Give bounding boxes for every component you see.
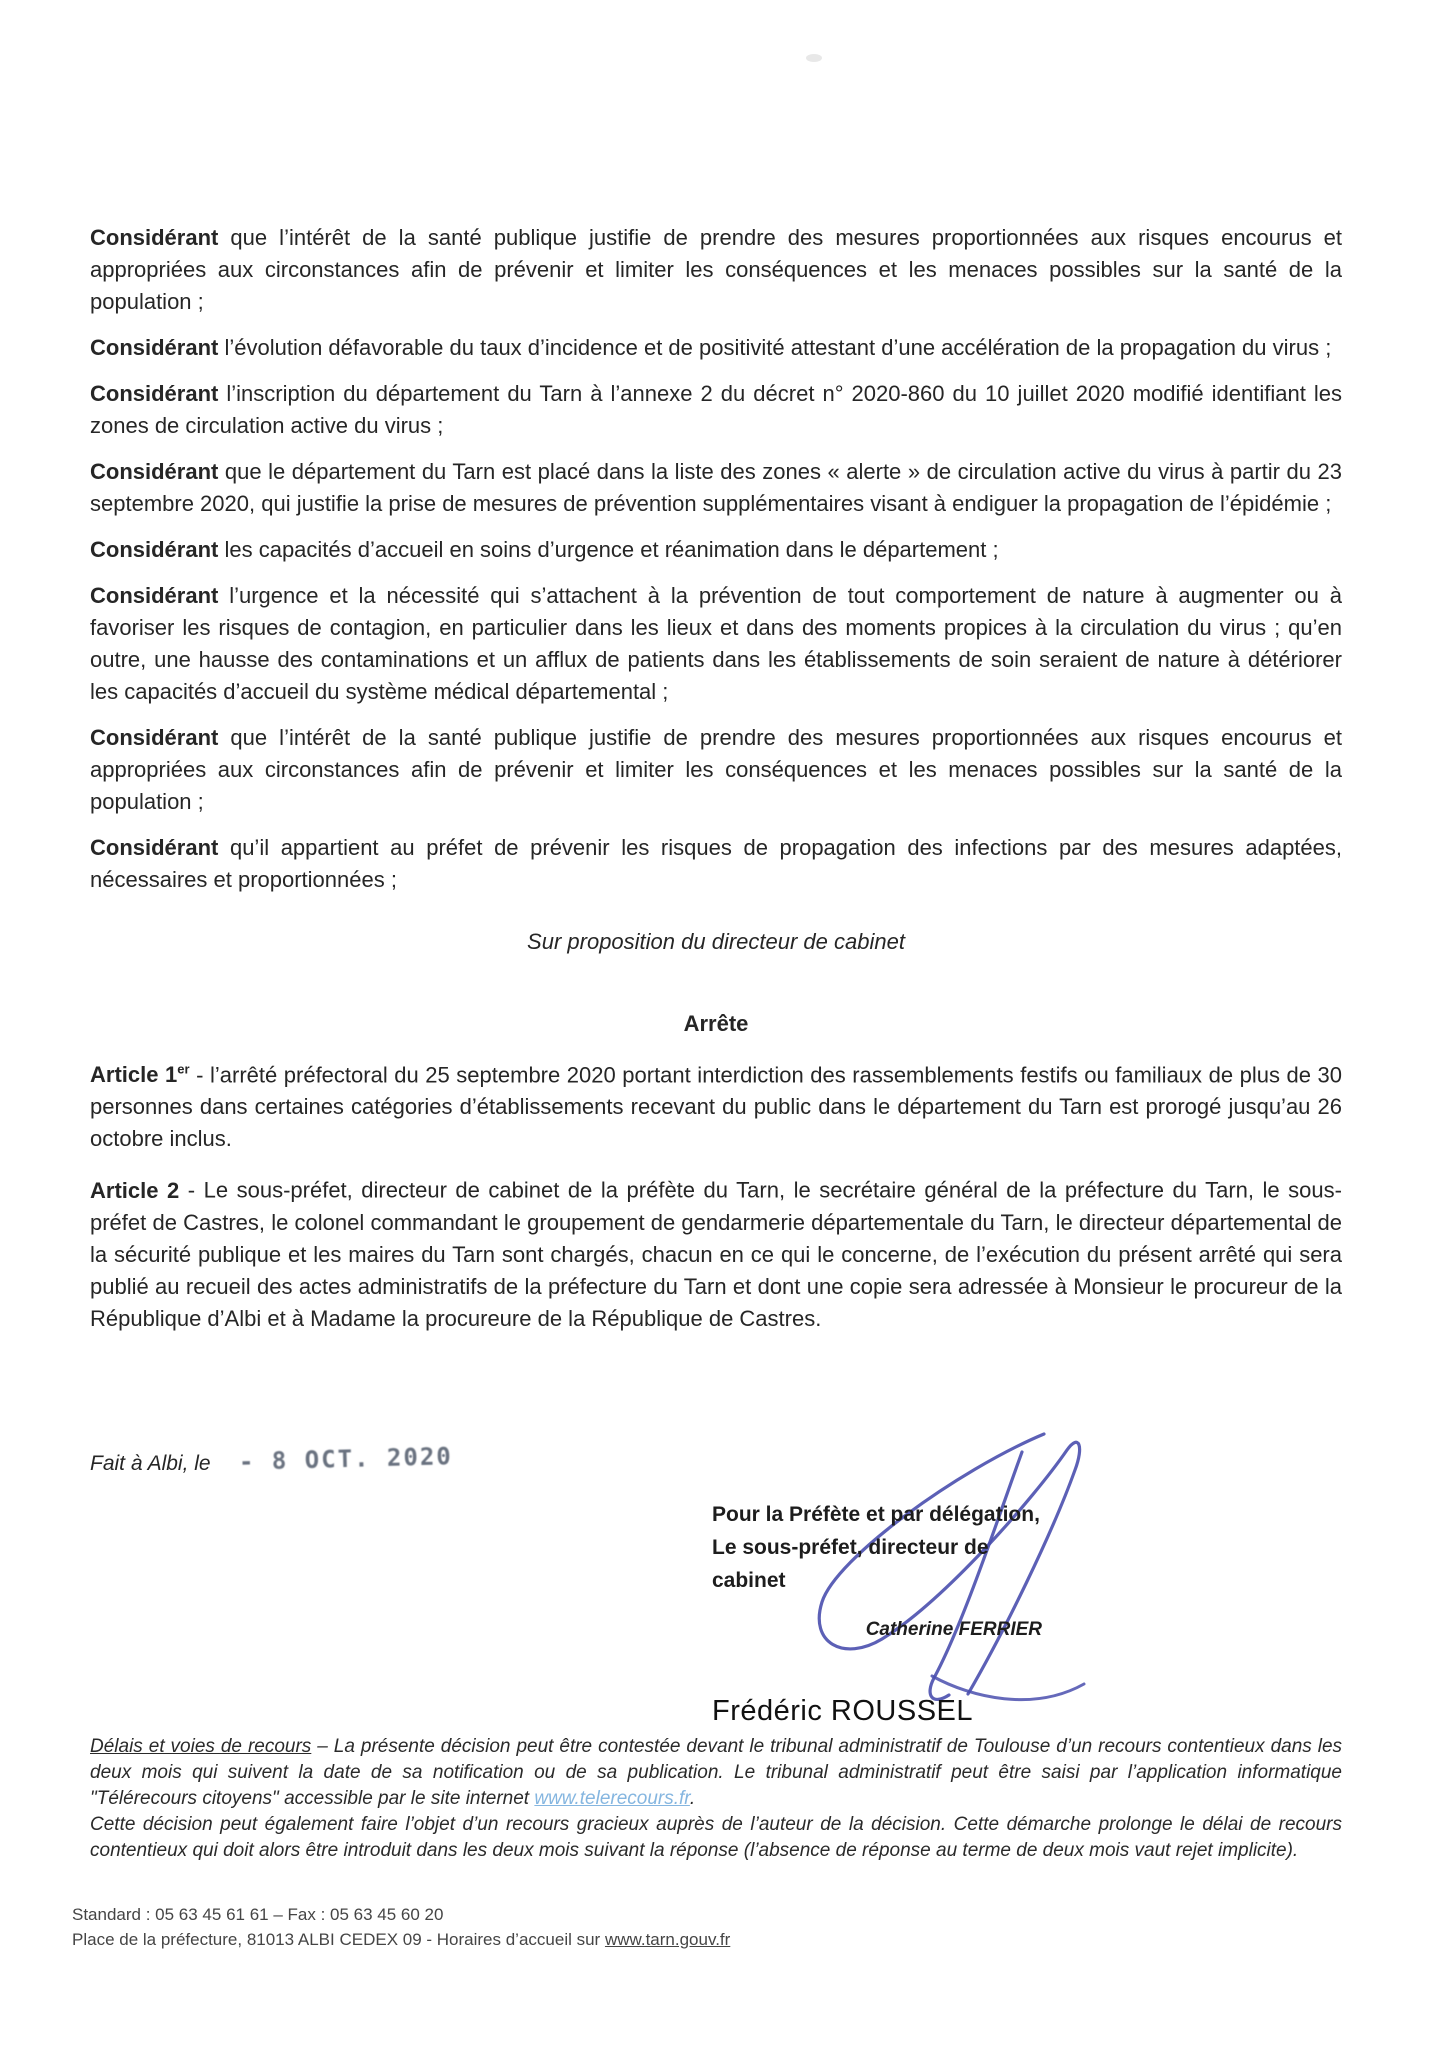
proposition-line: Sur proposition du directeur de cabinet (527, 929, 905, 954)
article-lead (90, 1178, 179, 1203)
considerant-text: que le département du Tarn est placé dans la liste des zones « alerte » de circulation active du virus à partir du 23 septembre 2020, qui justifie la prise de mesures de prévention supplémentaires visant à endiguer la propagation de l’épidémie ; (90, 459, 1342, 516)
footer-address-line (72, 1927, 730, 1952)
considerant-text: l’urgence et la nécessité qui s’attachent à la prévention de tout comportement de nature à augmenter ou à favoriser les risques de contagion, en particulier dans les lieux et dans des moments propices à la circulation du virus ; qu’en outre, une hausse des contaminations et un afflux de patients dans les établissements de soin seraient de nature à détériorer les capacités d’accueil du système médical départemental ; (90, 583, 1342, 704)
dateline (90, 1442, 453, 1476)
considerant-lead: Considérant (90, 537, 219, 562)
considerant-paragraph (90, 534, 1342, 566)
considerant-lead: Considérant (90, 335, 219, 360)
considerant-text: que l’intérêt de la santé publique justifie de prendre des mesures proportionnées aux risques encourus et appropriées aux circonstances afin de prévenir et limiter les conséquences et les menaces possibles sur la santé de la population ; (90, 225, 1342, 314)
considerant-text: que l’intérêt de la santé publique justifie de prendre des mesures proportionnées aux risques encourus et appropriées aux circonstances afin de prévenir et limiter les conséquences et les menaces possibles sur la santé de la population ; (90, 725, 1342, 814)
considerant-paragraph (90, 722, 1342, 818)
considerant-paragraph (90, 456, 1342, 520)
footer-phone-line: Standard : 05 63 45 61 61 – Fax : 05 63 45 60 20 (72, 1905, 444, 1924)
considerant-paragraph (90, 580, 1342, 708)
dateline-label: Fait à Albi, le (90, 1452, 211, 1475)
arrete-heading: Arrête (683, 1011, 749, 1036)
telerecours-link[interactable]: www.telerecours.fr (534, 1788, 690, 1809)
tarn-gouv-link[interactable]: www.tarn.gouv.fr (604, 1930, 731, 1949)
considerant-paragraph (90, 332, 1342, 364)
article-lead (90, 1062, 190, 1087)
recourse-text-1: La présente décision peut être contestée devant le tribunal administratif de Toulouse d’un recours contentieux dans les deux mois qui suivent la date de sa notification ou de sa publication. Le tribunal administratif peut être saisi par l’application informatique "Télérecours citoyens" accessible par le site internet (90, 1736, 1343, 1809)
considerant-lead: Considérant (90, 459, 219, 484)
considerant-lead: Considérant (90, 583, 219, 608)
article-text: - l’arrêté préfectoral du 25 septembre 2020 portant interdiction des rassemblements festifs ou familiaux de plus de 30 personnes dans certaines catégories d’établissements recevant du public dans le département du Tarn est prorogé jusqu’au 26 octobre inclus. (90, 1062, 1342, 1152)
considerant-text: les capacités d’accueil en soins d’urgence et réanimation dans le département ; (218, 537, 999, 562)
recourse-title: Délais et voies de recours (90, 1736, 312, 1757)
considerant-text: qu’il appartient au préfet de prévenir les risques de propagation des infections par des mesures adaptées, nécessaires et proportionnées ; (90, 835, 1342, 892)
article-ordinal-suffix: er (177, 1062, 190, 1077)
considerant-lead: Considérant (90, 225, 219, 250)
article-paragraph (90, 1169, 1342, 1334)
signature-role-line: Le sous-préfet, directeur de cabinet (712, 1536, 989, 1592)
recourse-notice (90, 1734, 1342, 1864)
article-paragraph (90, 1054, 1342, 1155)
considerant-text: l’inscription du département du Tarn à l’annexe 2 du décret n° 2020-860 du 10 juillet 2020 modifié identifiant les zones de circulation active du virus ; (90, 381, 1342, 438)
recourse-text-after-link: . (689, 1788, 696, 1809)
signature-block (712, 1498, 1042, 1728)
recourse-paragraph-1 (90, 1734, 1342, 1812)
considerant-lead: Considérant (90, 381, 219, 406)
considerant-paragraph (90, 832, 1342, 896)
signer-name: Frédéric ROUSSEL (712, 1695, 974, 1727)
considerant-paragraph (90, 378, 1342, 442)
considerant-lead: Considérant (90, 725, 219, 750)
delegate-name: Catherine FERRIER (865, 1619, 1042, 1640)
date-stamp: - 8 OCT. 2020 (238, 1442, 453, 1476)
recourse-paragraph-2: Cette décision peut également faire l’objet d’un recours gracieux auprès de l’auteur de la décision. Cette démarche prolonge le délai de recours contentieux qui doit alors être introduit dans les deux mois suivant la réponse (l’absence de réponse au terme de deux mois vaut rejet implicite). (90, 1814, 1342, 1861)
signature-delegation-line: Pour la Préfète et par délégation, (712, 1503, 1040, 1526)
article-text: - Le sous-préfet, directeur de cabinet de la préfète du Tarn, le secrétaire général de la préfecture du Tarn, le sous-préfet de Castres, le colonel commandant le groupement de gendarmerie départementale du Tarn, le directeur départemental de la sécurité publique et les maires du Tarn sont chargés, chacun en ce qui le concerne, de l’exécution du présent arrêté qui sera publié au recueil des actes administratifs de la préfecture du Tarn et dont une copie sera adressée à Monsieur le procureur de la République d’Albi et à Madame la procureure de la République de Castres. (90, 1177, 1342, 1331)
recourse-separator: – (311, 1736, 334, 1757)
document-body (90, 222, 1342, 1349)
article-number: Article 1 (90, 1062, 178, 1088)
page-footer (72, 1902, 730, 1952)
considerant-paragraph (90, 222, 1342, 318)
considerant-text: l’évolution défavorable du taux d’incidence et de positivité attestant d’une accélération de la propagation du virus ; (218, 335, 1332, 360)
footer-address-text: Place de la préfecture, 81013 ALBI CEDEX 09 - Horaires d’accueil sur (72, 1930, 605, 1949)
scan-artifact (806, 54, 822, 62)
considerant-lead: Considérant (90, 835, 219, 860)
article-number: Article 2 (90, 1177, 180, 1203)
